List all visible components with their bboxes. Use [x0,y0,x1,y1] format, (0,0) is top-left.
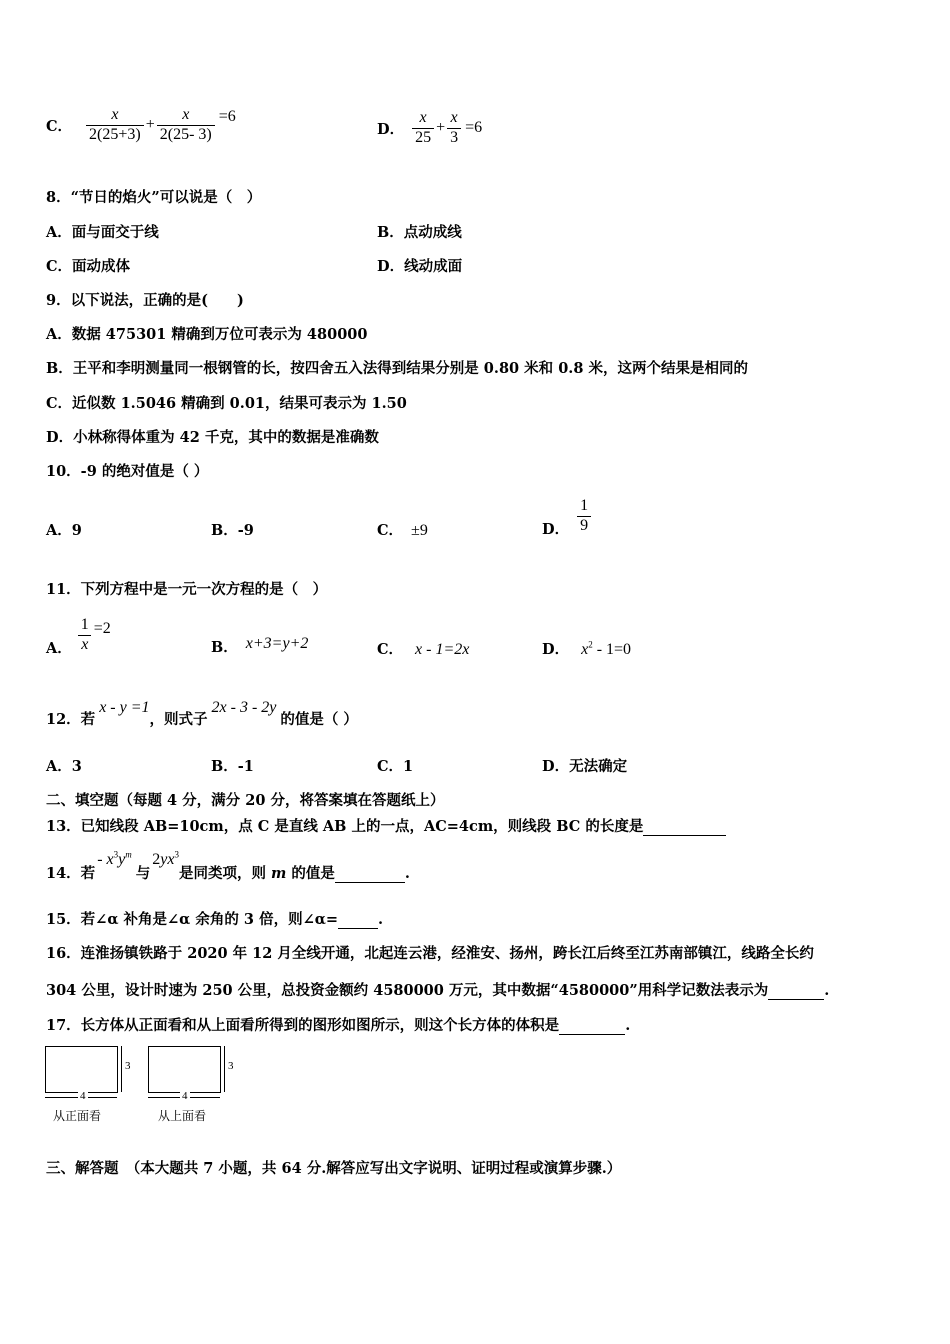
top-view-width-label: 4 [182,1090,188,1102]
q7-d-fraction-1: $\frac{x}{25}$ [412,109,434,147]
q10-c-value: ±9 [411,522,428,539]
front-view-rectangle [45,1046,118,1093]
q8-option-b: B．点动成线 [377,224,462,241]
q7-c-fraction-1: $\frac{x}{2(25+3)}$ [86,106,144,144]
q12-option-b: B．-1 [211,758,254,775]
q14-term-1: - $x^3y^m$ [97,849,132,868]
q9-option-d: D．小林称得体重为 42 千克，其中的数据是准确数 [46,429,379,446]
section-3-heading: 三、解答题 （本大题共 7 小题，共 64 分.解答应写出文字说明、证明过程或演算步骤.） [46,1160,622,1177]
q11-d-equation: $x^2 - 1=0$ [581,639,632,658]
q10-option-a: A．9 [46,522,82,539]
q12-stem: 12．若x - y =1，则式子2x - 3 - 2y的值是（ ） [46,699,358,728]
top-view-rectangle [148,1046,221,1093]
top-view-height-label: 3 [228,1060,234,1072]
q9-option-c: C．近似数 1.5046 精确到 0.01，结果可表示为 1.50 [46,395,407,412]
q11-stem: 11．下列方程中是一元一次方程的是（ ） [46,581,328,598]
q14: 14．若- $x^3y^m$与$2yx^3$是同类项，则 m 的值是 . [46,849,410,882]
q12-option-d: D．无法确定 [542,758,628,775]
q9-option-b: B．王平和李明测量同一根钢管的长，按四舍五入法得到结果分别是 0.80 米和 0.8 米，这两个结果是相同的 [46,360,748,377]
q10-d-fraction: $\frac{1}{9}$ [577,497,591,535]
q11-option-d: D． $x^2 - 1=0$ [542,639,632,658]
q10-option-b: B．-9 [211,522,254,539]
q11-a-equation: $\frac{1}{x}$ =2 [78,616,111,654]
q7-d-fraction-2: $\frac{x}{3}$ [447,109,461,147]
top-view-caption: 从上面看 [158,1109,207,1123]
q13-answer-blank [643,821,726,836]
q17-answer-blank [559,1020,625,1035]
q11-b-equation: x+3=y+2 [245,635,309,652]
q7-d-label: D． [377,120,405,138]
q8-option-a: A．面与面交于线 [46,224,159,241]
q7-d-equation: $\frac{x}{25}$ + $\frac{x}{3}$ =6 [412,109,482,147]
front-view-height-label: 3 [125,1060,131,1072]
q7-c-equation: $\frac{x}{2(25+3)}$ + $\frac{x}{2(25- 3)}$ =6 [86,106,236,144]
front-view-height-line [121,1046,122,1092]
q17: 17．长方体从正面看和从上面看所得到的图形如图所示，则这个长方体的体积是 . [46,1017,631,1034]
q12-expression: 2x - 3 - 2y [211,699,277,716]
q9-stem: 9．以下说法，正确的是( ) [46,292,244,309]
q10-stem: 10．-9 的绝对值是（ ） [46,463,209,480]
q7-c-fraction-2: $\frac{x}{2(25- 3)}$ [157,106,215,144]
front-view-caption: 从正面看 [53,1109,102,1123]
q10-option-d: D． $\frac{1}{9}$ [542,491,591,541]
section-2-heading: 二、填空题（每题 4 分，满分 20 分，将答案填在答题纸上） [46,792,445,809]
q11-c-equation: x - 1=2x [415,641,470,658]
q11-a-fraction: $\frac{1}{x}$ [78,616,92,654]
q8-stem: 8．“节日的焰火”可以说是（ ） [46,189,262,206]
q7-option-d [377,103,482,153]
q13: 13．已知线段 AB=10cm，点 C 是直线 AB 上的一点，AC=4cm，则线段 BC 的长度是 [46,815,726,836]
q12-option-c: C．1 [377,758,414,775]
q16-answer-blank [768,985,824,1000]
q9-option-a: A．数据 475301 精确到万位可表示为 480000 [46,326,368,343]
q12-option-a: A．3 [46,758,82,775]
q10-option-c: C． ±9 [377,522,428,539]
top-view-height-line [224,1046,225,1092]
q8-option-d: D．线动成面 [377,258,463,275]
q16-line-1: 16．连淮扬镇铁路于 2020 年 12 月全线开通，北起连云港，经淮安、扬州，跨长江后终至江苏南部镇江，线路全长约 [46,945,814,962]
q11-option-a: A． $\frac{1}{x}$ =2 [46,616,111,657]
q8-option-c: C．面动成体 [46,258,131,275]
q11-option-c: C． x - 1=2x [377,641,470,658]
q15-answer-blank [338,914,378,929]
q15: 15．若∠α 补角是∠α 余角的 3 倍，则∠α= . [46,911,384,928]
q12-condition: x - y =1 [99,699,150,716]
q7-c-label: C． [46,117,73,135]
q11-option-b: B． x+3=y+2 [211,635,309,656]
q16-line-2: 304 公里，设计时速为 250 公里，总投资金额约 4580000 万元，其中数据“4580000”用科学记数法表示为 . [46,982,830,999]
q7-option-c [46,100,236,150]
front-view-width-label: 4 [80,1090,86,1102]
q14-answer-blank [335,868,405,883]
q14-term-2: $2yx^3$ [152,849,179,868]
